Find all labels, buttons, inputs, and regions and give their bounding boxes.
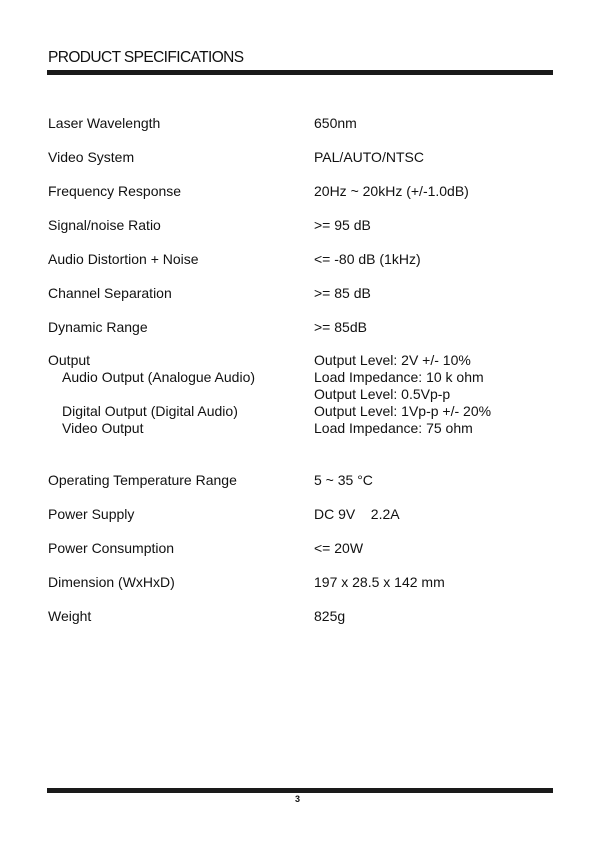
- spec-label: Video System: [48, 149, 135, 165]
- spec-value: 825g: [314, 608, 346, 624]
- spec-value: <= -80 dB (1kHz): [314, 251, 421, 267]
- spec-label: Power Consumption: [48, 540, 175, 556]
- audio-output-label: Audio Output (Analogue Audio): [62, 369, 256, 385]
- spec-label: Dynamic Range: [48, 319, 148, 335]
- spec-label: Channel Separation: [48, 285, 172, 301]
- page-title: PRODUCT SPECIFICATIONS: [48, 49, 244, 66]
- spec-value: 197 x 28.5 x 142 mm: [314, 574, 445, 590]
- output-value-line: Load Impedance: 75 ohm: [314, 420, 473, 436]
- spec-value: PAL/AUTO/NTSC: [314, 149, 424, 165]
- spec-label: Power Supply: [48, 506, 135, 522]
- spec-label: Operating Temperature Range: [48, 472, 237, 488]
- top-divider: [47, 70, 553, 75]
- output-value-line: Load Impedance: 10 k ohm: [314, 369, 484, 385]
- spec-value: 650nm: [314, 115, 357, 131]
- spec-value: >= 85 dB: [314, 285, 371, 301]
- output-label: Output: [48, 352, 91, 368]
- spec-value: 20Hz ~ 20kHz (+/-1.0dB): [314, 183, 469, 199]
- spec-label: Signal/noise Ratio: [48, 217, 161, 233]
- digital-output-label: Digital Output (Digital Audio): [62, 403, 238, 419]
- spec-label: Audio Distortion + Noise: [48, 251, 199, 267]
- spec-label: Weight: [48, 608, 92, 624]
- video-output-label: Video Output: [62, 420, 144, 436]
- output-value-line: Output Level: 1Vp-p +/- 20%: [314, 403, 492, 419]
- spec-label: Dimension (WxHxD): [48, 574, 175, 590]
- spec-value: DC 9V 2.2A: [314, 506, 400, 522]
- spec-value: <= 20W: [314, 540, 364, 556]
- spec-label: Frequency Response: [48, 183, 182, 199]
- bottom-divider: [47, 788, 553, 793]
- spec-value: >= 85dB: [314, 319, 367, 335]
- spec-value: 5 ~ 35 °C: [314, 472, 373, 488]
- page-number: 3: [294, 794, 300, 804]
- spec-label: Laser Wavelength: [48, 115, 161, 131]
- spec-value: >= 95 dB: [314, 217, 371, 233]
- output-value-line: Output Level: 0.5Vp-p: [314, 386, 451, 402]
- output-value-line: Output Level: 2V +/- 10%: [314, 352, 471, 368]
